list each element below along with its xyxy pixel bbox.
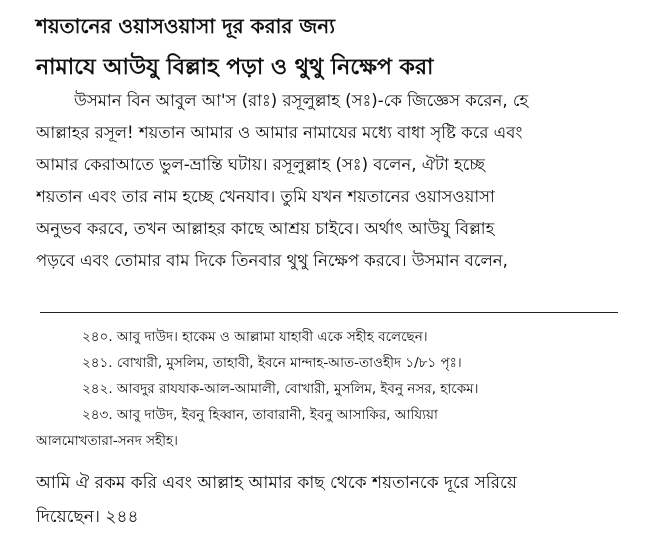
continuation-line-2: দিয়েছেন। ২৪৪: [36, 507, 139, 527]
footnote-240: ২৪০. আবু দাউদ। হাকেম ও আল্লামা যাহাবী একে সহীহ বলেছেন।: [82, 329, 428, 345]
continuation-line-1: আমি ঐ রকম করি এবং আল্লাহ আমার কাছ থেকে শয়তানকে দূরে সরিয়ে: [36, 473, 517, 493]
footnote-divider: [40, 312, 618, 313]
footnote-243: ২৪৩. আবু দাউদ, ইবনু হিব্বান, তাবারানী, ইবনু আসাকির, আয্যিয়া: [82, 407, 438, 423]
body-line-4: শয়তান এবং তার নাম হচ্ছে খেনযাব। তুমি যখন শয়তানের ওয়াসওয়াসা: [36, 187, 495, 206]
body-line-1: উসমান বিন আবুল আ'স (রাঃ) রসূলুল্লাহ (সঃ)-কে জিজ্ঞেস করেন, হে: [74, 91, 529, 110]
body-line-5: অনুভব করবে, তখন আল্লাহর কাছে আশ্রয় চাইবে। অর্থাৎ আউযু বিল্লাহ: [36, 219, 495, 238]
body-line-6: পড়বে এবং তোমার বাম দিকে তিনবার থুথু নিক্ষেপ করবে। উসমান বলেন,: [36, 251, 508, 270]
body-line-3: আমার কেরাআতে ভুল-ভ্রান্তি ঘটায়। রসূলুল্লাহ (সঃ) বলেন, ঐটা হচ্ছে: [36, 155, 485, 174]
footnote-241: ২৪১. বোখারী, মুসলিম, তাহাবী, ইবনে মান্দাহ-আত-তাওহীদ ১/৮১ পৃঃ।: [82, 355, 462, 371]
body-line-2: আল্লাহর রসূল! শয়তান আমার ও আমার নামাযের মধ্যে বাধা সৃষ্টি করে এবং: [36, 123, 523, 142]
section-heading-line-1: শয়তানের ওয়াসওয়াসা দূর করার জন্য: [36, 14, 336, 38]
footnote-242: ২৪২. আবদুর রাযযাক-আল-আমালী, বোখারী, মুসলিম, ইবনু নসর, হাকেম।: [82, 381, 479, 397]
footnote-243-continued: আলমোখতারা-সনদ সহীহ।: [36, 433, 178, 449]
section-heading-line-2: নামাযে আউযু বিল্লাহ পড়া ও থুথু নিক্ষেপ করা: [36, 55, 434, 80]
